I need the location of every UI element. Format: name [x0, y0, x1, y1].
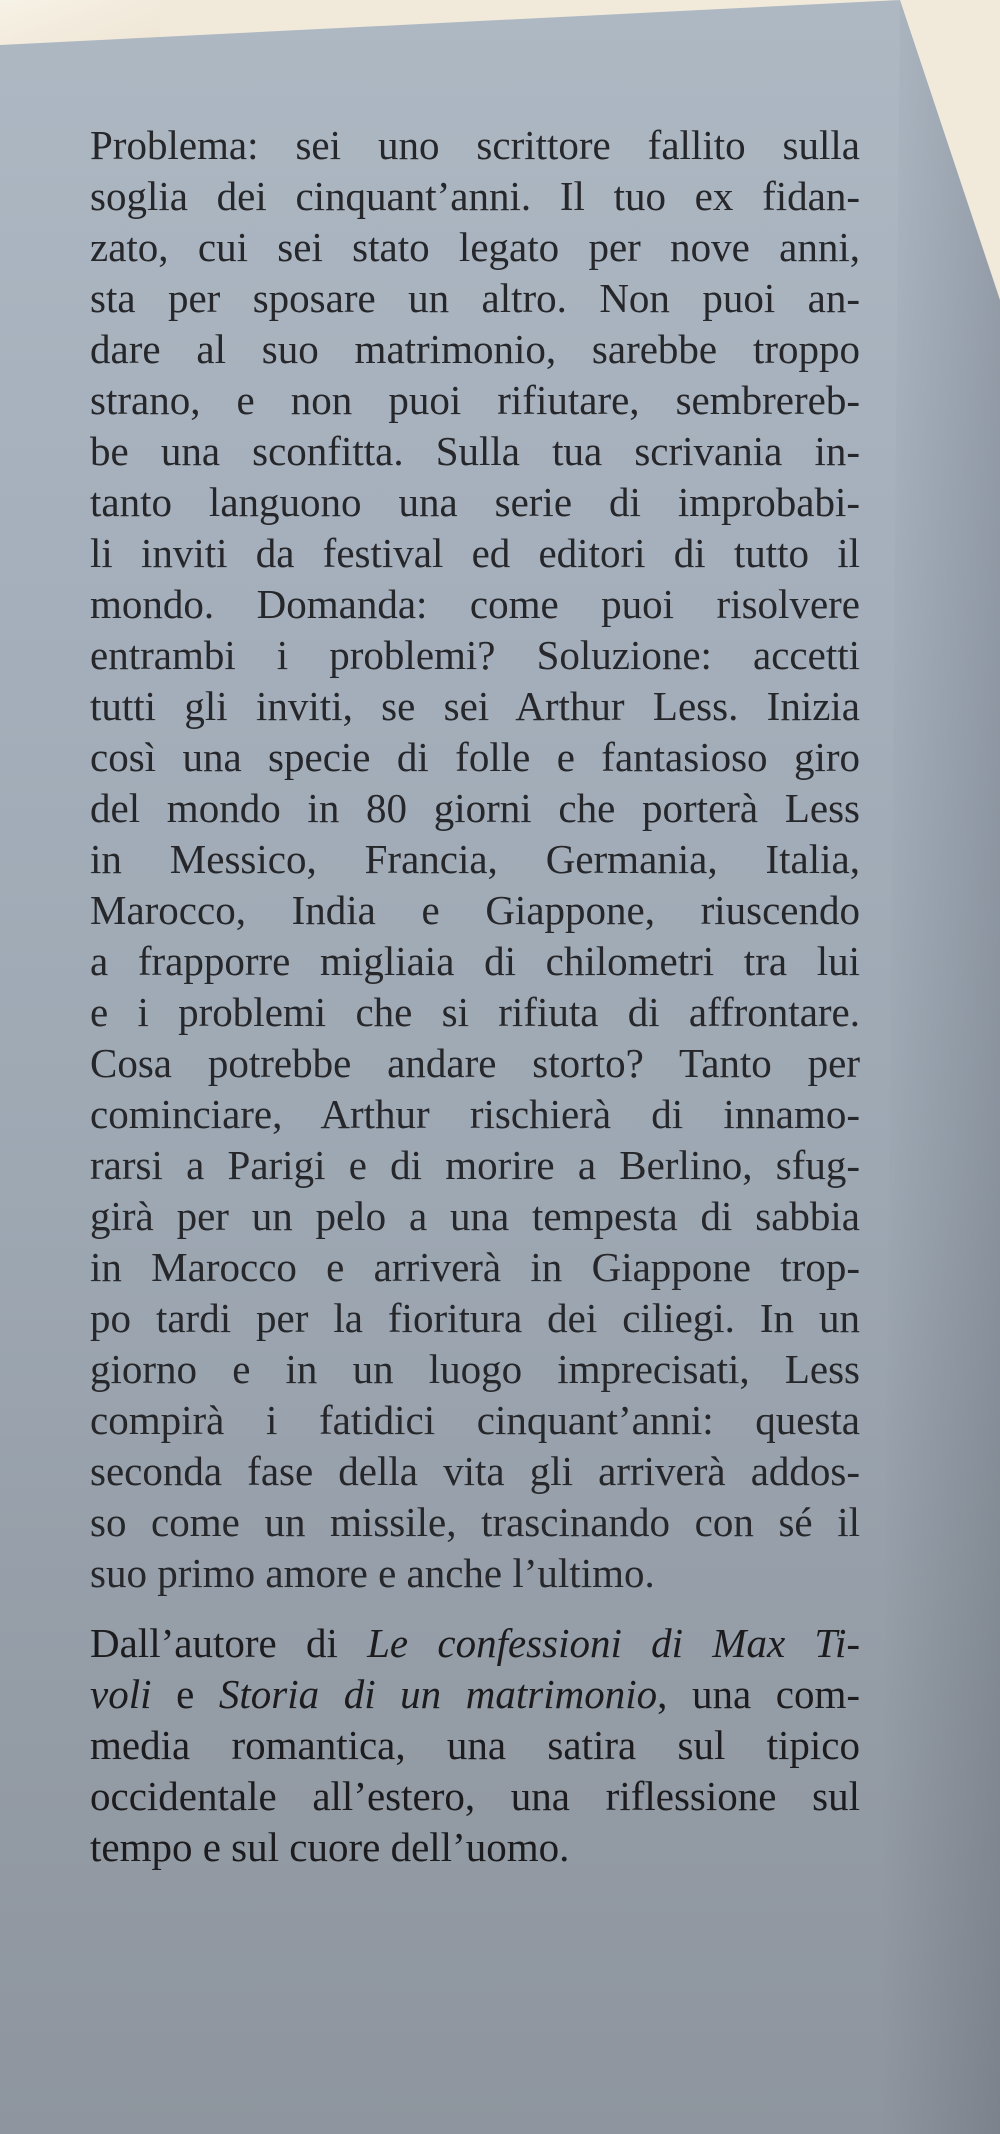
synopsis-line: in Marocco e arriverà in Giappone trop- [90, 1244, 860, 1290]
blurb-line: media romantica, una satira sul tipico [90, 1722, 860, 1768]
synopsis-line: compirà i fatidici cinquant’anni: questa [90, 1397, 860, 1443]
synopsis-line: sta per sposare un altro. Non puoi an- [90, 275, 860, 321]
synopsis-line: Problema: sei uno scrittore fallito sulla [90, 122, 860, 168]
blurb-text: , una com- [657, 1671, 860, 1717]
synopsis-line: tanto languono una serie di improbabi- [90, 479, 860, 525]
synopsis-line: Cosa potrebbe andare storto? Tanto per [90, 1040, 860, 1086]
synopsis-line: del mondo in 80 giorni che porterà Less [90, 785, 860, 831]
blurb-line: tempo e sul cuore dell’uomo. [90, 1824, 570, 1870]
synopsis-line: rarsi a Parigi e di morire a Berlino, sfug- [90, 1142, 860, 1188]
book-title-italic: Le confessioni di Max Ti- [367, 1620, 861, 1666]
synopsis-line: be una sconfitta. Sulla tua scrivania in- [90, 428, 860, 474]
blurb-line [90, 1618, 860, 1669]
synopsis-line: po tardi per la fioritura dei ciliegi. In un [90, 1295, 860, 1341]
synopsis-line: soglia dei cinquant’anni. Il tuo ex fidan- [90, 173, 860, 219]
author-blurb [90, 1618, 860, 1873]
synopsis-line: seconda fase della vita gli arriverà addos- [90, 1448, 860, 1494]
synopsis-line: dare al suo matrimonio, sarebbe troppo [90, 326, 860, 372]
synopsis-line: Marocco, India e Giappone, riuscendo [90, 887, 860, 933]
synopsis-line: giorno e in un luogo imprecisati, Less [90, 1346, 860, 1392]
synopsis-line: e i problemi che si rifiuta di affrontare. [90, 989, 860, 1035]
synopsis-line: so come un missile, trascinando con sé il [90, 1499, 860, 1545]
cover-edge-shadow [880, 0, 1000, 2134]
synopsis-line: tutti gli inviti, se sei Arthur Less. Inizia [90, 683, 860, 729]
synopsis-line: così una specie di folle e fantasioso giro [90, 734, 860, 780]
synopsis-line: in Messico, Francia, Germania, Italia, [90, 836, 860, 882]
synopsis-line: strano, e non puoi rifiutare, sembrereb- [90, 377, 860, 423]
synopsis-line: entrambi i problemi? Soluzione: accetti [90, 632, 860, 678]
book-title-italic: Storia di un matrimonio [218, 1671, 658, 1717]
blurb-line [90, 1669, 860, 1720]
book-title-italic: voli [90, 1671, 152, 1717]
blurb-text: e [151, 1671, 219, 1717]
synopsis-paragraph [90, 120, 860, 1599]
blurb-text: Dall’autore di [90, 1620, 368, 1666]
blurb-line: occidentale all’estero, una riflessione sul [90, 1773, 860, 1819]
synopsis-line: zato, cui sei stato legato per nove anni, [90, 224, 860, 270]
synopsis-line: girà per un pelo a una tempesta di sabbia [90, 1193, 860, 1239]
synopsis-line: mondo. Domanda: come puoi risolvere [90, 581, 860, 627]
synopsis-line: a frapporre migliaia di chilometri tra lui [90, 938, 860, 984]
synopsis-line: suo primo amore e anche l’ultimo. [90, 1550, 655, 1596]
synopsis-line: cominciare, Arthur rischierà di innamo- [90, 1091, 860, 1137]
synopsis-line: li inviti da festival ed editori di tutto il [90, 530, 860, 576]
